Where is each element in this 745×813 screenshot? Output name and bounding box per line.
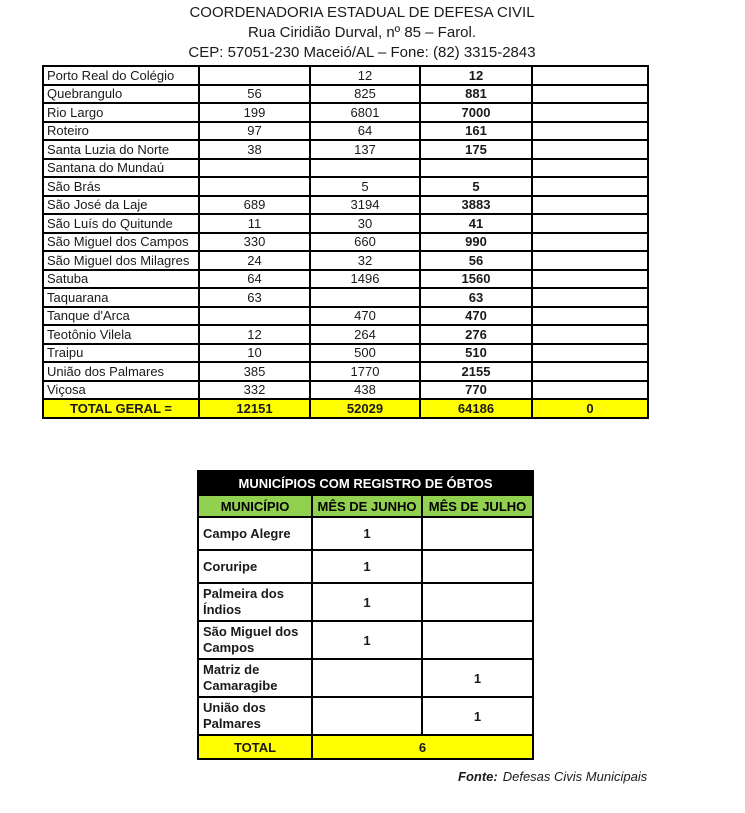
obitos-junho-cell: 1: [312, 550, 422, 583]
row-total-cell: 1560: [420, 270, 532, 289]
obitos-table: [197, 470, 534, 760]
value1-cell: [199, 307, 310, 326]
value2-cell: 264: [310, 325, 420, 344]
value2-cell: 1496: [310, 270, 420, 289]
municipality-name-cell: Rio Largo: [43, 103, 199, 122]
obitos-total-label: TOTAL: [198, 735, 312, 759]
table-row: [43, 270, 648, 289]
extra-cell: [532, 159, 648, 178]
value2-cell: 64: [310, 122, 420, 141]
table-row: [43, 196, 648, 215]
total-geral-value1: 12151: [199, 399, 310, 418]
obitos-junho-cell: 1: [312, 583, 422, 621]
value2-cell: 32: [310, 251, 420, 270]
obitos-julho-cell: [422, 550, 533, 583]
total-geral-extra: 0: [532, 399, 648, 418]
row-total-cell: 5: [420, 177, 532, 196]
extra-cell: [532, 66, 648, 85]
value1-cell: [199, 177, 310, 196]
row-total-cell: 175: [420, 140, 532, 159]
table-row: [43, 140, 648, 159]
value2-cell: 438: [310, 381, 420, 400]
obitos-junho-cell: 1: [312, 517, 422, 550]
row-total-cell: 63: [420, 288, 532, 307]
extra-cell: [532, 270, 648, 289]
table-row: [43, 103, 648, 122]
municipality-name-cell: São José da Laje: [43, 196, 199, 215]
municipality-name-cell: Traipu: [43, 344, 199, 363]
row-total-cell: 770: [420, 381, 532, 400]
table-row: [43, 381, 648, 400]
value1-cell: 689: [199, 196, 310, 215]
value2-cell: [310, 159, 420, 178]
value2-cell: 3194: [310, 196, 420, 215]
damage-table-body: [43, 66, 648, 399]
value2-cell: [310, 288, 420, 307]
row-total-cell: 510: [420, 344, 532, 363]
municipality-name-cell: Porto Real do Colégio: [43, 66, 199, 85]
table-row: [43, 344, 648, 363]
extra-cell: [532, 214, 648, 233]
row-total-cell: [420, 159, 532, 178]
value2-cell: 1770: [310, 362, 420, 381]
table-row: [43, 177, 648, 196]
municipality-name-cell: Santa Luzia do Norte: [43, 140, 199, 159]
municipality-name-cell: São Brás: [43, 177, 199, 196]
obitos-row: [198, 659, 533, 697]
table-row: [43, 233, 648, 252]
value1-cell: 330: [199, 233, 310, 252]
municipality-name-cell: São Luís do Quitunde: [43, 214, 199, 233]
municipality-name-cell: Satuba: [43, 270, 199, 289]
table-row: [43, 66, 648, 85]
org-contact: CEP: 57051-230 Maceió/AL – Fone: (82) 3315-2843: [188, 44, 536, 61]
obitos-junho-cell: [312, 697, 422, 735]
source-value: Defesas Civis Municipais: [502, 769, 648, 784]
value2-cell: 660: [310, 233, 420, 252]
extra-cell: [532, 140, 648, 159]
obitos-table-body: [198, 517, 533, 735]
value2-cell: 137: [310, 140, 420, 159]
row-total-cell: 56: [420, 251, 532, 270]
row-total-cell: 990: [420, 233, 532, 252]
total-geral-row: [43, 399, 648, 418]
extra-cell: [532, 122, 648, 141]
obitos-julho-cell: 1: [422, 659, 533, 697]
value1-cell: 97: [199, 122, 310, 141]
column-header-julho: MÊS DE JULHO: [422, 495, 533, 517]
municipality-name-cell: Taquarana: [43, 288, 199, 307]
row-total-cell: 161: [420, 122, 532, 141]
row-total-cell: 2155: [420, 362, 532, 381]
extra-cell: [532, 177, 648, 196]
row-total-cell: 276: [420, 325, 532, 344]
obitos-title-row: [198, 471, 533, 495]
table-row: [43, 85, 648, 104]
obitos-junho-cell: [312, 659, 422, 697]
municipality-name-cell: Roteiro: [43, 122, 199, 141]
municipality-name-cell: Quebrangulo: [43, 85, 199, 104]
column-header-junho: MÊS DE JUNHO: [312, 495, 422, 517]
extra-cell: [532, 233, 648, 252]
obitos-julho-cell: 1: [422, 697, 533, 735]
obitos-municipality-cell: Campo Alegre: [198, 517, 312, 550]
row-total-cell: 41: [420, 214, 532, 233]
obitos-row: [198, 550, 533, 583]
extra-cell: [532, 196, 648, 215]
obitos-junho-cell: 1: [312, 621, 422, 659]
extra-cell: [532, 251, 648, 270]
extra-cell: [532, 307, 648, 326]
value1-cell: 38: [199, 140, 310, 159]
obitos-municipality-cell: Matriz de Camaragibe: [198, 659, 312, 697]
obitos-municipality-cell: Palmeira dos Índios: [198, 583, 312, 621]
extra-cell: [532, 344, 648, 363]
table-row: [43, 251, 648, 270]
value1-cell: 10: [199, 344, 310, 363]
extra-cell: [532, 288, 648, 307]
value1-cell: 332: [199, 381, 310, 400]
value1-cell: 64: [199, 270, 310, 289]
value1-cell: 11: [199, 214, 310, 233]
value1-cell: [199, 66, 310, 85]
total-geral-value2: 52029: [310, 399, 420, 418]
source-label: Fonte:: [458, 769, 498, 784]
obitos-row: [198, 583, 533, 621]
table-row: [43, 362, 648, 381]
value2-cell: 825: [310, 85, 420, 104]
obitos-municipality-cell: São Miguel dos Campos: [198, 621, 312, 659]
extra-cell: [532, 103, 648, 122]
row-total-cell: 3883: [420, 196, 532, 215]
municipality-name-cell: Viçosa: [43, 381, 199, 400]
extra-cell: [532, 381, 648, 400]
obitos-julho-cell: [422, 517, 533, 550]
value1-cell: 63: [199, 288, 310, 307]
value1-cell: 56: [199, 85, 310, 104]
obitos-row: [198, 697, 533, 735]
table-row: [43, 214, 648, 233]
municipality-name-cell: Santana do Mundaú: [43, 159, 199, 178]
value1-cell: 385: [199, 362, 310, 381]
table-row: [43, 159, 648, 178]
obitos-header-row: [198, 495, 533, 517]
org-address: Rua Ciridião Durval, nº 85 – Farol.: [247, 24, 477, 41]
total-geral-label: TOTAL GERAL =: [43, 399, 199, 418]
value2-cell: 5: [310, 177, 420, 196]
row-total-cell: 7000: [420, 103, 532, 122]
value2-cell: 470: [310, 307, 420, 326]
obitos-row: [198, 517, 533, 550]
table-row: [43, 288, 648, 307]
damage-table: [42, 65, 649, 419]
row-total-cell: 470: [420, 307, 532, 326]
municipality-name-cell: Tanque d'Arca: [43, 307, 199, 326]
obitos-total-value: 6: [312, 735, 533, 759]
obitos-table-title: MUNICÍPIOS COM REGISTRO DE ÓBTOS: [198, 471, 533, 495]
value1-cell: 12: [199, 325, 310, 344]
obitos-municipality-cell: União dos Palmares: [198, 697, 312, 735]
municipality-name-cell: São Miguel dos Milagres: [43, 251, 199, 270]
value2-cell: 12: [310, 66, 420, 85]
total-geral-sum: 64186: [420, 399, 532, 418]
org-title: COORDENADORIA ESTADUAL DE DEFESA CIVIL: [189, 4, 535, 21]
extra-cell: [532, 362, 648, 381]
table-row: [43, 325, 648, 344]
row-total-cell: 881: [420, 85, 532, 104]
municipality-name-cell: Teotônio Vilela: [43, 325, 199, 344]
value1-cell: 199: [199, 103, 310, 122]
column-header-municipio: MUNICÍPIO: [198, 495, 312, 517]
value2-cell: 30: [310, 214, 420, 233]
table-row: [43, 122, 648, 141]
extra-cell: [532, 325, 648, 344]
extra-cell: [532, 85, 648, 104]
value2-cell: 500: [310, 344, 420, 363]
source-note: [458, 769, 647, 784]
letterhead: [0, 3, 724, 63]
municipality-name-cell: União dos Palmares: [43, 362, 199, 381]
value1-cell: [199, 159, 310, 178]
obitos-julho-cell: [422, 621, 533, 659]
value1-cell: 24: [199, 251, 310, 270]
municipality-name-cell: São Miguel dos Campos: [43, 233, 199, 252]
table-row: [43, 307, 648, 326]
obitos-total-row: [198, 735, 533, 759]
value2-cell: 6801: [310, 103, 420, 122]
obitos-municipality-cell: Coruripe: [198, 550, 312, 583]
obitos-julho-cell: [422, 583, 533, 621]
row-total-cell: 12: [420, 66, 532, 85]
obitos-row: [198, 621, 533, 659]
